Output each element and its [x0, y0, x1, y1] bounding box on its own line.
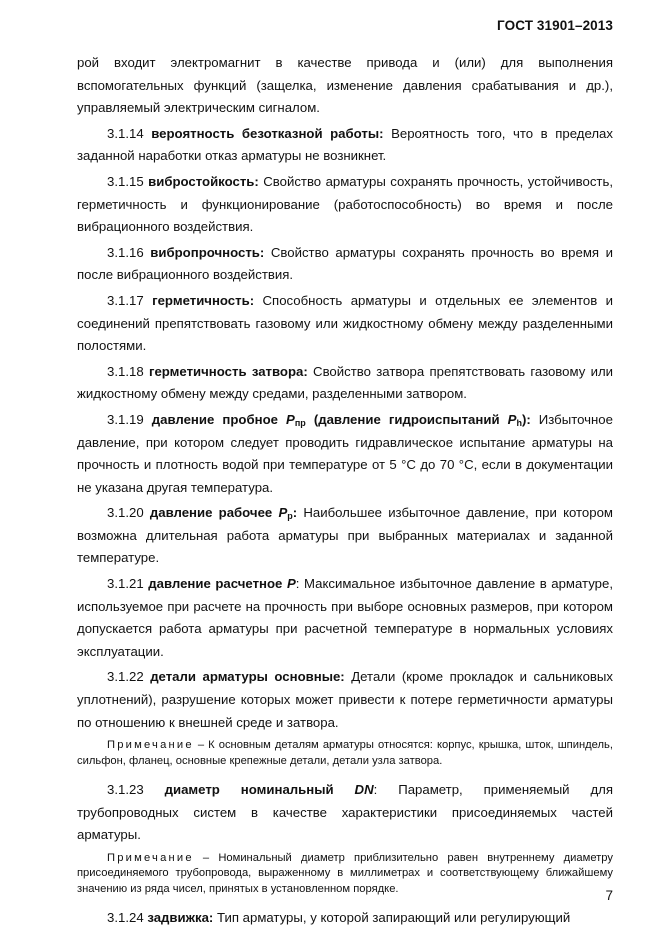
paragraph-3-1-14	[77, 123, 613, 168]
paragraph-3-1-24	[77, 907, 613, 930]
definition: Тип арматуры, у которой запирающий или регулирующий	[217, 910, 571, 926]
definition: Детали (кроме прокладок и сальниковых уплотнений), разрушение которых может привести к потере герметичности арматуры по отношению к внешней среде и затвора.	[77, 669, 613, 730]
page-content	[77, 52, 613, 933]
definition: Параметр, применяемый для трубопроводных систем в качестве характеристики присоединяемых частей арматуры.	[77, 782, 613, 843]
paragraph-intro: рой входит электромагнит в качестве привода и (или) для выполнения вспомогательных функций (защелка, изменение давления срабатывания и др.), управляемый электрическим сигналом.	[77, 55, 613, 116]
definition: Способность арматуры и отдельных ее элементов и соединений препятствовать газовому или жидкостному обмену между разделенными полостями.	[77, 292, 614, 354]
symbol: DN	[354, 782, 374, 798]
definition: Избыточное давление, при котором следует проводить гидравлическое испытание арматуры на прочность и плотность водой при температуре от 5 °С до 70 °С, если в документации не указана другая температура.	[77, 411, 613, 495]
paragraph-3-1-18	[77, 361, 613, 406]
paragraph-3-1-15	[77, 171, 613, 239]
term-part: ):	[521, 411, 531, 427]
clause-number: 3.1.15	[107, 173, 144, 189]
paragraph-3-1-17	[77, 290, 613, 358]
definition: Свойство арматуры сохранять прочность во время и после вибрационного воздействия.	[77, 244, 613, 283]
definition: Максимальное избыточное давление в арматуре, используемое при расчете на прочность при выборе основных размеров, при котором допускается работа арматуры при расчетной температуре в нормальных условиях эксплуатации.	[77, 576, 614, 659]
term-part: диаметр номинальный	[164, 782, 334, 798]
term	[150, 505, 297, 520]
clause-number: 3.1.20	[107, 505, 144, 521]
term: герметичность:	[152, 292, 255, 308]
note-nominal-diameter	[77, 851, 613, 897]
term: вероятность безотказной работы:	[151, 125, 384, 141]
term: герметичность затвора:	[148, 363, 308, 379]
term	[165, 782, 374, 797]
page-number: 7	[605, 888, 613, 903]
clause-number: 3.1.14	[107, 125, 144, 141]
symbol-subscript: пр	[294, 417, 306, 428]
paragraph-3-1-21	[77, 573, 613, 663]
term: вибропрочность:	[150, 244, 265, 260]
note-text: – К основным деталям арматуры относятся: корпус, крышка, шток, шпиндель, сильфон, фланец, основные крепежные детали, детали узла затвора.	[77, 739, 613, 767]
document-code: ГОСТ 31901–2013	[497, 18, 613, 33]
paragraph-3-1-19	[77, 409, 613, 499]
definition: Свойство затвора препятствовать газовому или жидкостному обмену между средами, разделенными затвором.	[77, 363, 614, 402]
symbol-subscript: h	[516, 417, 522, 428]
paragraph-3-1-23	[77, 779, 613, 847]
paragraph-3-1-22	[77, 666, 613, 734]
note-label: Примечание	[107, 851, 194, 864]
clause-number: 3.1.16	[107, 244, 144, 260]
term	[152, 412, 531, 427]
term: детали арматуры основные:	[150, 669, 345, 685]
clause-number: 3.1.22	[107, 669, 144, 685]
clause-number: 3.1.24	[107, 910, 144, 926]
symbol: P	[278, 505, 288, 521]
term	[148, 576, 296, 591]
term-colon: :	[295, 576, 300, 592]
definition: Наибольшее избыточное давление, при котором возможна длительная работа арматуры при выбранных материалах и заданной температуре.	[77, 505, 613, 566]
clause-number: 3.1.23	[107, 782, 144, 798]
symbol: P	[286, 576, 296, 592]
symbol: P	[286, 411, 295, 427]
term-colon: :	[373, 782, 378, 798]
term-part: давление пробное	[151, 411, 278, 427]
term-part: :	[292, 505, 298, 521]
clause-number: 3.1.17	[107, 292, 144, 308]
term-part: давление рабочее	[149, 505, 273, 521]
term-part: (давление гидроиспытаний	[313, 411, 500, 427]
note-text: – Номинальный диаметр приблизительно равен внутреннему диаметру присоединяемого трубопровода, выраженному в миллиметрах и соответствующему ближайшему значению из ряда чисел, принятых в установленном порядке.	[77, 851, 613, 895]
term-part: давление расчетное	[148, 576, 283, 592]
note-label: Примечание	[107, 739, 194, 752]
definition: Вероятность того, что в пределах заданной наработки отказ арматуры не возникнет.	[77, 125, 613, 164]
definition: Свойство арматуры сохранять прочность, устойчивость, герметичность и функционирование (работоспособность) во время и после вибрационного воздействия.	[77, 173, 614, 235]
clause-number: 3.1.19	[107, 411, 144, 427]
symbol-subscript: р	[287, 511, 293, 522]
clause-number: 3.1.21	[107, 576, 144, 592]
symbol: P	[507, 411, 517, 427]
paragraph-3-1-20	[77, 502, 613, 570]
note-main-parts	[77, 738, 613, 769]
paragraph-3-1-16	[77, 242, 613, 287]
term: задвижка:	[147, 910, 214, 926]
term: вибростойкость:	[148, 173, 259, 189]
clause-number: 3.1.18	[107, 363, 144, 379]
